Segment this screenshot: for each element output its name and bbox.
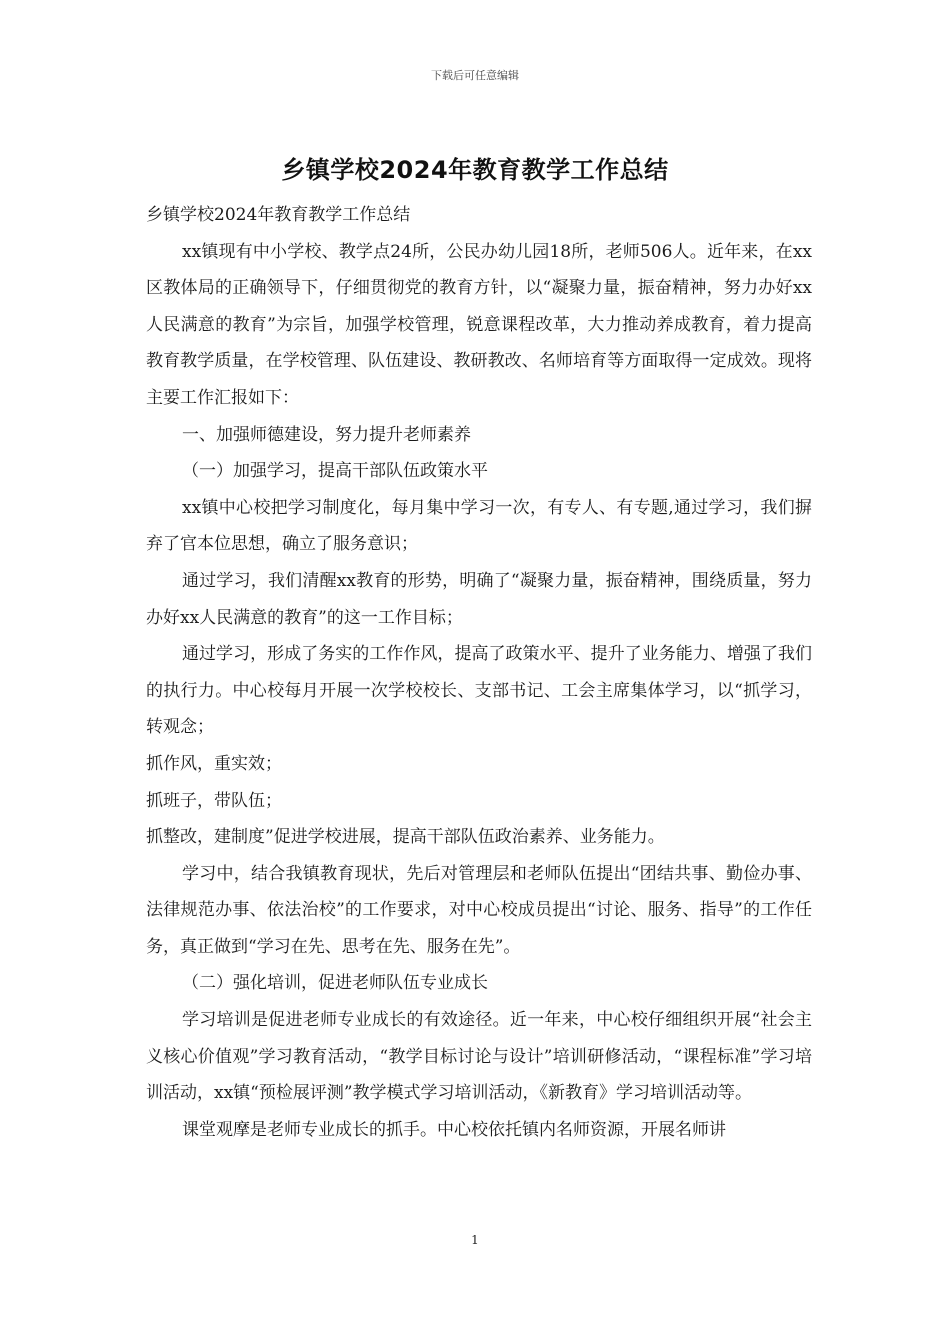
paragraph: 抓作风，重实效； bbox=[146, 753, 282, 774]
page-number: 1 bbox=[471, 1233, 479, 1247]
paragraph: 通过学习，我们清醒xx教育的形势，明确了“凝聚力量，振奋精神，围绕质量，努力办好xx人民满意的教育”的这一工作目标； bbox=[146, 570, 812, 628]
paragraph: xx镇现有中小学校、教学点24所，公民办幼儿园18所，老师506人。近年来，在xx区教体局的正确领导下，仔细贯彻党的教育方针，以“凝聚力量，振奋精神，努力办好xx人民满意的教育”为宗旨，加强学校管理，锐意课程改革，大力推动养成教育，着力提高教育教学质量，在学校管理、队伍建设、教研教改、名师培育等方面取得一定成效。现将主要工作汇报如下： bbox=[146, 241, 812, 408]
paragraph: 课堂观摩是老师专业成长的抓手。中心校依托镇内名师资源，开展名师讲 bbox=[182, 1119, 726, 1140]
subsection-heading: （一）加强学习，提高干部队伍政策水平 bbox=[182, 461, 488, 482]
paragraph: 通过学习，形成了务实的工作作风，提高了政策水平、提升了业务能力、增强了我们的执行力。中心校每月开展一次学校校长、支部书记、工会主席集体学习，以“抓学习，转观念； bbox=[146, 644, 812, 738]
subsection-heading: （二）强化培训，促进老师队伍专业成长 bbox=[182, 973, 488, 994]
paragraph: 抓班子，带队伍； bbox=[146, 790, 282, 811]
paragraph: 乡镇学校2024年教育教学工作总结 bbox=[146, 205, 411, 225]
paragraph: 抓整改，建制度”促进学校进展，提高干部队伍政治素养、业务能力。 bbox=[146, 827, 665, 848]
document-title: 乡镇学校2024年教育教学工作总结 bbox=[281, 156, 669, 184]
document-body bbox=[146, 197, 812, 1148]
paragraph: 学习中，结合我镇教育现状，先后对管理层和老师队伍提出“团结共事、勤俭办事、法律规范办事、依法治校”的工作要求，对中心校成员提出“讨论、服务、指导”的工作任务，真正做到“学习在先、思考在先、服务在先”。 bbox=[146, 863, 812, 957]
paragraph: 学习培训是促进老师专业成长的有效途径。近一年来，中心校仔细组织开展“社会主义核心价值观”学习教育活动，“教学目标讨论与设计”培训研修活动，“课程标准”学习培训活动，xx镇“预检展评测”教学模式学习培训活动，《新教育》学习培训活动等。 bbox=[146, 1010, 812, 1104]
header-note: 下载后可任意编辑 bbox=[431, 69, 519, 82]
paragraph: xx镇中心校把学习制度化，每月集中学习一次，有专人、有专题,通过学习，我们摒弃了官本位思想，确立了服务意识； bbox=[146, 497, 812, 555]
section-heading: 一、加强师德建设，努力提升老师素养 bbox=[182, 424, 471, 445]
